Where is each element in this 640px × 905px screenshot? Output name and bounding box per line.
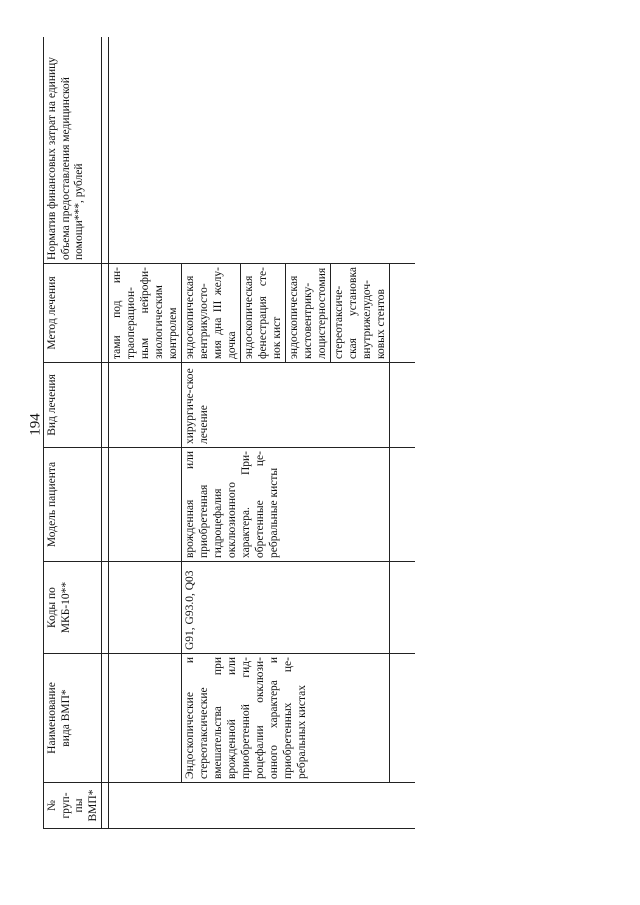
header-treatment-kind: Вид лечения (44, 363, 102, 448)
cell-codes-continued (109, 562, 182, 654)
cell-icd-codes: G91, G93.0, Q03 (182, 562, 390, 654)
header-row (44, 37, 102, 829)
header-group-number: № груп- пы ВМП* (44, 783, 102, 829)
page-number: 194 (27, 413, 44, 436)
cell-group-number (109, 783, 416, 829)
spacer-row (102, 37, 109, 829)
cell-vmp-name: Эндоскопические и стереотаксические вмешательства при врожденной или приобретенной гид-роцефалии окклюзи-онного характера и приобретенных це-ребральных кистах (182, 654, 390, 783)
cell-method-3: эндоскопическая кистовентрику-лоцистерностомия (286, 264, 331, 363)
table-row (109, 37, 182, 829)
cell-name-continued (109, 654, 182, 783)
header-patient-model: Модель пациента (44, 448, 102, 562)
header-vmp-name: Наименование вида ВМП* (44, 654, 102, 783)
cell-patient-model: врожденная или приобретенная гидроцефалия окклюзионного характера. При-обретенные це-ребральные кисты (182, 448, 390, 562)
cell-model-continued (109, 448, 182, 562)
header-financial-norm: Норматив финансовых затрат на единицу объема предоставления медицинской помощи***, рублей (44, 37, 102, 264)
cell-method-continued: тами под ин-траоперацион-ным нейрофи-зиологическим контролем (109, 264, 182, 363)
cell-kind-continued (109, 363, 182, 448)
header-icd-codes: Коды по МКБ-10** (44, 562, 102, 654)
cell-method-2: эндоскопическая фенестрация сте-нок кист (241, 264, 286, 363)
cell-financial-norm (109, 37, 416, 264)
header-treatment-method: Метод лечения (44, 264, 102, 363)
cell-treatment-kind: хирургиче-ское лечение (182, 363, 390, 448)
rotated-table-area (43, 37, 415, 829)
cell-method-1: эндоскопическая вентрикулосто-мия дна III желу-дочка (182, 264, 241, 363)
cell-method-4: стереотаксиче-ская установка внутрижелудоч-ковых стентов (331, 264, 390, 363)
vmp-table (43, 37, 415, 829)
